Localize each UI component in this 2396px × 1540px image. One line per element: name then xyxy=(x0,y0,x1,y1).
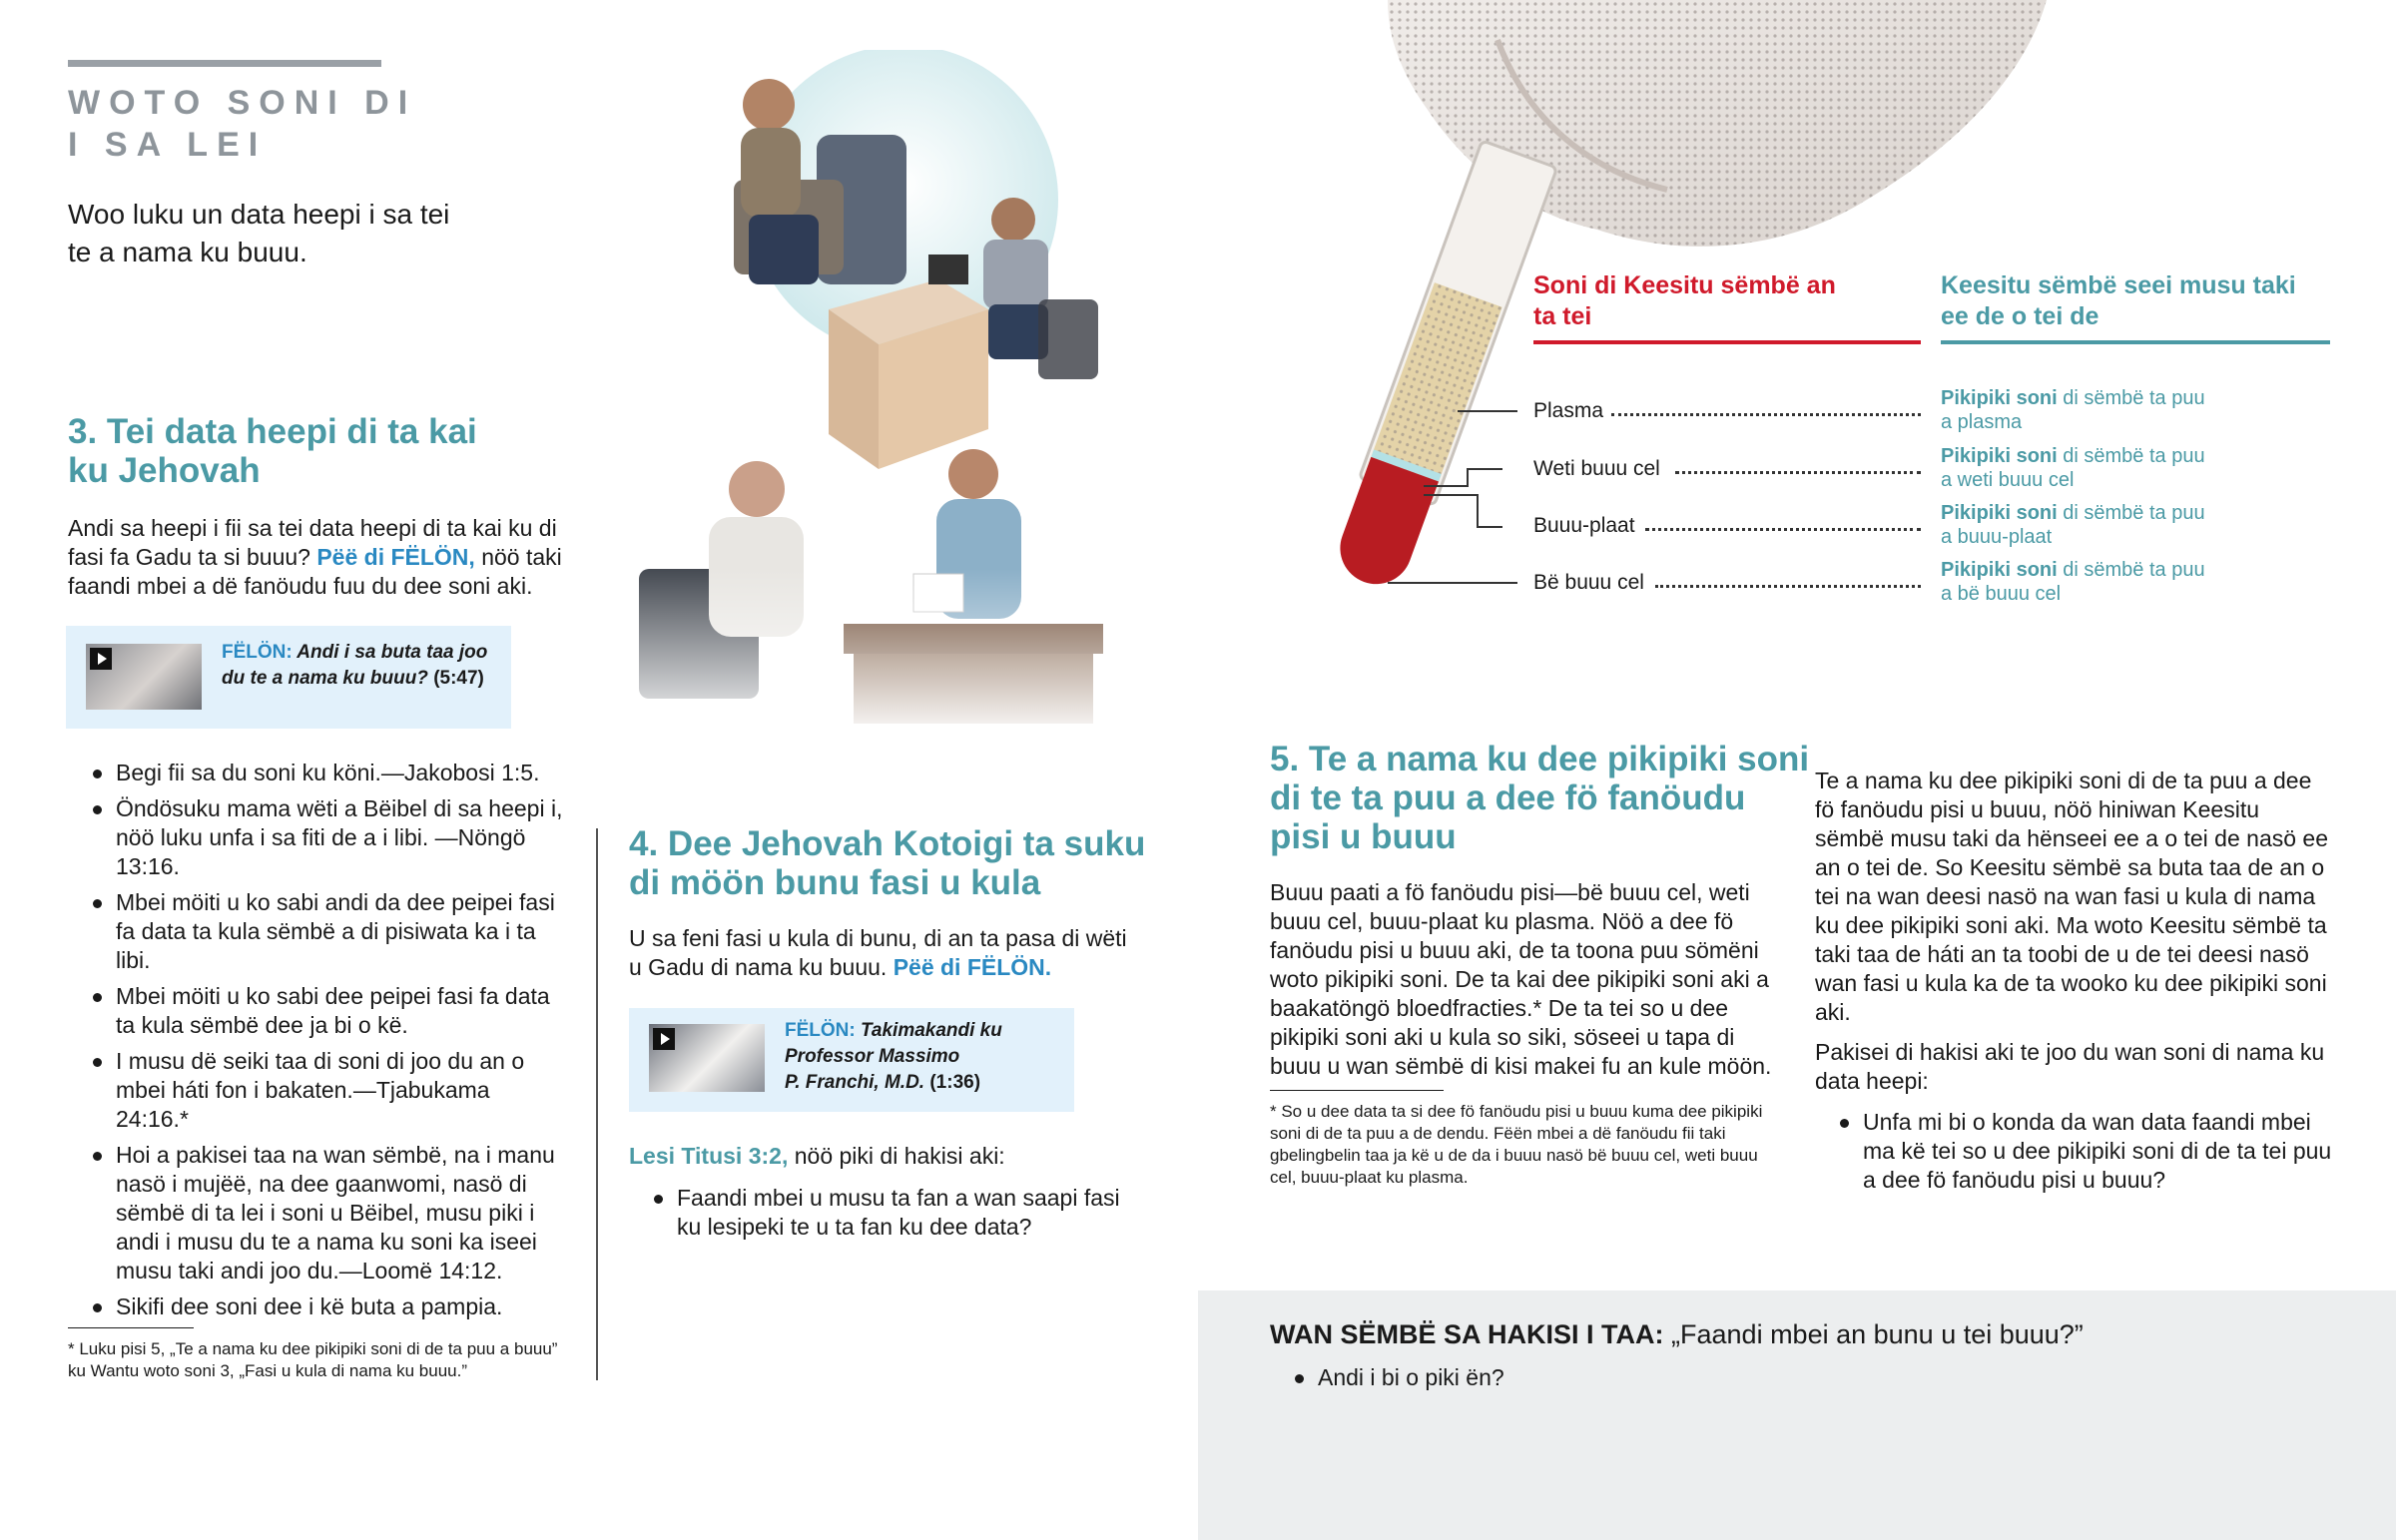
video-2-duration: (1:36) xyxy=(929,1072,981,1093)
row-plaat-right xyxy=(1941,501,2330,549)
column-divider xyxy=(596,828,598,1380)
play-icon[interactable] xyxy=(653,1028,675,1050)
row-weti-right-b: a weti buuu cel xyxy=(1941,469,2075,491)
row-plasma-right-bold: Pikipiki soni xyxy=(1941,387,2058,409)
video-2-caption xyxy=(785,1018,1064,1096)
table-header-left-rule xyxy=(1533,340,1921,344)
section-3-bullets xyxy=(68,759,567,1328)
video-2-thumbnail[interactable] xyxy=(649,1024,765,1092)
intro-line-1: Woo luku un data heepi i sa tei xyxy=(68,199,450,230)
section-5-title-line-3: pisi u buuu xyxy=(1270,817,1457,856)
table-header-right-rule xyxy=(1941,340,2330,344)
intro-text xyxy=(68,196,497,271)
section-5-title-line-2: di te ta puu a dee fö fanöudu xyxy=(1270,778,1746,817)
top-rule xyxy=(68,60,381,67)
section-5-title xyxy=(1270,740,1829,856)
video-2-title-line-3: P. Franchi, M.D. xyxy=(785,1072,925,1093)
section-5-col2-p1: Te a nama ku dee pikipiki soni di de ta puu a dee fö fanöudu pisi u buuu, nöö hiniwan Keesitu sëmbë musu taki da hënseei ee a o tei de nasö ee an o tei de. So Keesitu sëmbë sa buta taa de an o tei na wan deesi nasö na wan fasi u kula di nama ku dee pikipiki soni aki. Ma woto Keesitu sëmbë ta taki taa de háti an ta toobi de u de tei deesi nasö wan fasi u kula ka de ta wooko ku dee pikipiki soni aki. xyxy=(1815,768,2329,1025)
section-5-footnote: * So u dee data ta si dee fö fanöudu pisi u buuu kuma dee pikipiki soni di de ta puu a de dendu. Fëën mbei a dë fanöudu fii taki gbelingbelin taa ja kë u de da i buuu nasö bë buuu cel, weti buuu cel, buuu-plaat ku plasma. xyxy=(1270,1102,1763,1187)
row-be-right-a: di sëmbë ta puu xyxy=(2057,559,2205,581)
section-3-body xyxy=(68,514,567,601)
table-header-right-line-1: Keesitu sëmbë seei musu taki xyxy=(1941,271,2296,299)
read-scripture xyxy=(629,1142,1138,1171)
row-plasma-right-a: di sëmbë ta puu xyxy=(2057,387,2205,409)
section-5-title-line-1: 5. Te a nama ku dee pikipiki soni xyxy=(1270,740,1810,778)
video-1-card[interactable] xyxy=(66,626,511,729)
discussion-label: WAN SËMBË SA HAKISI I TAA: xyxy=(1270,1319,1664,1349)
table-header-right-line-2: ee de o tei de xyxy=(1941,302,2099,330)
list-item: Mbei möiti u ko sabi andi da dee peipei fasi fa data ta kula sëmbë a di pisiwata ka i ta libi. xyxy=(68,888,567,975)
section-3-title-line-2: ku Jehovah xyxy=(68,451,261,490)
table-header-left-line-1: Soni di Keesitu sëmbë an xyxy=(1533,271,1836,299)
row-weti-right xyxy=(1941,444,2330,492)
row-be-right xyxy=(1941,558,2330,606)
list-item: Unfa mi bi o konda da wan data faandi mbei ma kë tei so u dee pikipiki soni di de ta tei puu a dee fö fanöudu pisi u buuu? xyxy=(1815,1108,2332,1195)
row-weti-label: Weti buuu cel xyxy=(1533,457,1660,480)
video-1-duration: (5:47) xyxy=(433,668,484,689)
table-header-left xyxy=(1533,270,1923,332)
row-weti-leader xyxy=(1675,471,1921,474)
table-header-left-line-2: ta tei xyxy=(1533,302,1592,330)
video-2-title-line-2: Professor Massimo xyxy=(785,1046,960,1067)
list-item: Andi i bi o piki ën? xyxy=(1270,1363,2268,1392)
video-2-card[interactable] xyxy=(629,1008,1074,1112)
row-be-right-b: a bë buuu cel xyxy=(1941,583,2062,605)
section-5-body: Buuu paati a fö fanöudu pisi—bë buuu cel, weti buuu cel, buuu-plaat ku plasma. Nöö a dee fö fanöudu pisi u buuu aki, de ta toona puu sömëni woto pikipiki soni. De ta kai dee pikipiki soni aki a baakatöngö bloedfracties.* De ta tei so u dee pikipiki soni aki u kula so siki, söseei u tapa di buuu u wan sëmbë di kisi makei fu an kule möön. xyxy=(1270,879,1772,1079)
list-item: Faandi mbei u musu ta fan a wan saapi fasi ku lesipeki te u ta fan ku dee data? xyxy=(629,1184,1138,1242)
row-plaat-right-a: di sëmbë ta puu xyxy=(2057,502,2205,524)
video-link[interactable]: Pëë di FËLÖN. xyxy=(893,954,1052,980)
read-scripture-rest: nöö piki di hakisi aki: xyxy=(788,1143,1005,1169)
section-5-bullets xyxy=(1815,1108,2332,1202)
section-kicker xyxy=(68,82,427,166)
table-header-right xyxy=(1941,270,2340,332)
footnote-rule xyxy=(1270,1090,1444,1091)
kicker-line-2: I SA LEI xyxy=(68,126,268,164)
section-4-title-line-2: di möön bunu fasi u kula xyxy=(629,863,1041,902)
doctor-consultation-illustration xyxy=(629,50,1168,739)
row-plasma-leader xyxy=(1611,413,1921,416)
section-4-title xyxy=(629,824,1168,902)
list-item: Öndösuku mama wëti a Bëibel di sa heepi i, nöö luku unfa i sa fiti de a i libi. —Nöngö 13:16. xyxy=(68,794,567,881)
kicker-line-1: WOTO SONI DI xyxy=(68,84,417,122)
video-2-label: FËLÖN: xyxy=(785,1020,856,1041)
row-plasma-right-b: a plasma xyxy=(1941,411,2023,433)
left-footnote: * Luku pisi 5, „Te a nama ku dee pikipiki soni di de ta puu a buuu” ku Wantu woto soni 3, „Fasi u kula di nama ku buuu.” xyxy=(68,1339,558,1380)
discussion-heading xyxy=(1270,1317,2368,1351)
section-4-body xyxy=(629,924,1138,982)
video-1-thumbnail[interactable] xyxy=(86,644,202,710)
section-4-body-a: U sa feni fasi u kula di bunu, di an ta pasa di wëti u Gadu di nama ku buuu. xyxy=(629,925,1127,980)
row-plaat-right-bold: Pikipiki soni xyxy=(1941,502,2058,524)
list-item: Hoi a pakisei taa na wan sëmbë, na i manu nasö i mujëë, na dee gaanwomi, nasö di sëmbë di ta lei i soni u Bëibel, musu piki i andi i musu du te a nama ku soni ka iseei musu taki andi joo du.—Loomë 14:12. xyxy=(68,1141,567,1285)
intro-line-2: te a nama ku buuu. xyxy=(68,237,307,267)
scripture-link[interactable]: Lesi Titusi 3:2, xyxy=(629,1143,789,1169)
video-1-caption xyxy=(222,640,501,692)
section-4-title-line-1: 4. Dee Jehovah Kotoigi ta suku xyxy=(629,824,1146,863)
list-item: I musu dë seiki taa di soni di joo du an o mbei háti fon i bakaten.—Tjabukama 24:16.* xyxy=(68,1047,567,1134)
section-5-col2-p2: Pakisei di hakisi aki te joo du wan soni di nama ku data heepi: xyxy=(1815,1039,2325,1094)
row-plaat-leader xyxy=(1645,528,1921,531)
section-3-title-line-1: 3. Tei data heepi di ta kai xyxy=(68,412,477,451)
row-weti-right-bold: Pikipiki soni xyxy=(1941,445,2058,467)
section-3-body-a: Andi sa heepi i fii sa tei data heepi di ta kai ku di fasi fa Gadu ta si buuu? xyxy=(68,515,557,570)
video-2-title-line-1: Takimakandi ku xyxy=(861,1020,1002,1041)
row-plasma-right xyxy=(1941,386,2330,434)
discussion-bullets xyxy=(1270,1363,2268,1399)
footnote-rule xyxy=(68,1327,194,1328)
row-plasma-label: Plasma xyxy=(1533,399,1604,422)
video-link[interactable]: Pëë di FËLÖN, xyxy=(316,544,475,570)
section-3-body-b: nöö taki faandi mbei a dë fanöudu fuu du dee soni aki. xyxy=(68,544,562,599)
section-4-bullets xyxy=(629,1184,1138,1249)
video-1-title: Andi i sa buta taa joo du te a nama ku buuu? xyxy=(222,642,488,689)
row-be-right-bold: Pikipiki soni xyxy=(1941,559,2058,581)
play-icon[interactable] xyxy=(90,648,112,670)
video-1-label: FËLÖN: xyxy=(222,642,293,663)
list-item: Mbei möiti u ko sabi dee peipei fasi fa data ta kula sëmbë dee ja bi o kë. xyxy=(68,982,567,1040)
list-item: Sikifi dee soni dee i kë buta a pampia. xyxy=(68,1292,567,1321)
section-3-title xyxy=(68,412,567,490)
row-plaat-label: Buuu-plaat xyxy=(1533,514,1635,537)
row-plaat-right-b: a buuu-plaat xyxy=(1941,526,2053,548)
discussion-quote: „Faandi mbei an bunu u tei buuu?” xyxy=(1663,1319,2084,1349)
row-be-label: Bë buuu cel xyxy=(1533,571,1644,594)
row-weti-right-a: di sëmbë ta puu xyxy=(2057,445,2205,467)
row-be-leader xyxy=(1655,585,1921,588)
list-item: Begi fii sa du soni ku köni.—Jakobosi 1:5. xyxy=(68,759,567,787)
